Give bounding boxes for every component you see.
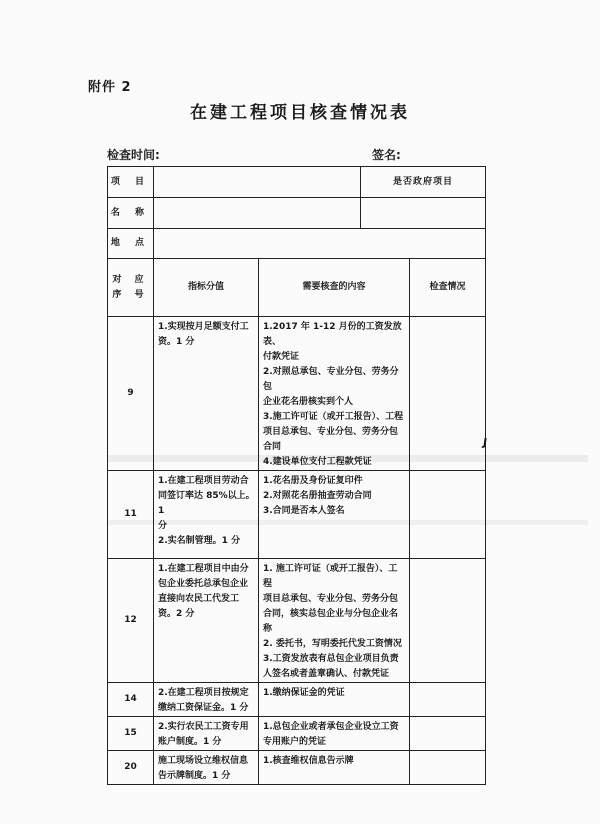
indicator-line: 同签订率达 85%以上。1 xyxy=(158,491,255,516)
attachment-label: 附件 2 xyxy=(88,80,132,95)
content-line: 2.对照花名册抽查劳动合同 xyxy=(263,491,372,501)
table-row xyxy=(108,683,486,717)
result-cell[interactable] xyxy=(410,683,486,717)
indicator-line: 告示牌制度。1 分 xyxy=(158,771,231,781)
indicator-line: 包企业委托总承包企业 xyxy=(158,579,249,589)
row-number: 12 xyxy=(108,559,154,683)
result-column-header: 检查情况 xyxy=(410,259,486,317)
content-line: 项目总承包、专业分包、劳务分包 xyxy=(263,594,399,604)
indicator-line: 2.实行农民工工资专用 xyxy=(158,722,249,732)
sequence-header-line2: 序 号 xyxy=(112,289,149,300)
location-field[interactable] xyxy=(154,229,486,259)
indicator-line: 直接向农民工代发工 xyxy=(158,594,240,604)
indicator-line: 施工现场设立维权信息 xyxy=(158,756,249,766)
row-number: 9 xyxy=(108,317,154,471)
table-row xyxy=(108,471,486,559)
indicator-line: 资。2 分 xyxy=(158,609,195,619)
handwritten-mark: J xyxy=(482,435,488,450)
indicator-cell xyxy=(154,471,259,559)
location-label: 地 点 xyxy=(108,229,154,259)
result-cell[interactable] xyxy=(410,471,486,559)
content-line: 3.合同是否本人签名 xyxy=(263,506,345,516)
row-number: 14 xyxy=(108,683,154,717)
project-name-value[interactable] xyxy=(154,167,361,198)
content-line: 合同，核实总包企业与分包企业名 xyxy=(263,609,399,619)
table-row xyxy=(108,751,486,785)
project-name-field[interactable] xyxy=(154,198,361,229)
content-cell xyxy=(259,317,410,471)
content-cell xyxy=(259,683,410,717)
content-line: 3.工资发放表有总包企业项目负责 xyxy=(263,654,399,664)
content-line: 4.建设单位支付工程款凭证 xyxy=(263,457,372,467)
document-title: 在建工程项目核查情况表 xyxy=(190,103,410,123)
content-line: 企业花名册核实到个人 xyxy=(263,397,354,407)
indicator-cell xyxy=(154,751,259,785)
result-cell[interactable] xyxy=(410,751,486,785)
government-project-value[interactable] xyxy=(361,198,486,229)
content-line: 称 xyxy=(263,624,273,634)
content-column-header: 需要核查的内容 xyxy=(259,259,410,317)
content-line: 1.花名册及身份证复印件 xyxy=(263,476,363,486)
content-line: 2.对照总承包、专业分包、劳务分包 xyxy=(263,367,399,392)
sequence-column-header xyxy=(108,259,154,317)
name-label: 名 称 xyxy=(108,198,154,229)
content-line: 人签名或者盖章确认、付款凭证 xyxy=(263,669,390,679)
indicator-line: 1.实现按月足额支付工 xyxy=(158,322,249,332)
content-line: 2. 委托书，写明委托代发工资情况 xyxy=(263,639,402,649)
content-line: 专用账户的凭证 xyxy=(263,737,327,747)
content-line: 1.总包企业或者承包企业设立工资 xyxy=(263,722,399,732)
result-cell[interactable] xyxy=(410,559,486,683)
indicator-line: 1.在建工程项目劳动合 xyxy=(158,476,249,486)
content-cell xyxy=(259,751,410,785)
indicator-line: 缴纳工资保证金。1 分 xyxy=(158,703,249,713)
content-cell xyxy=(259,717,410,751)
content-line: 1. 施工许可证（或开工报告）、工程 xyxy=(263,564,398,589)
row-number: 11 xyxy=(108,471,154,559)
content-line: 付款凭证 xyxy=(263,352,300,362)
inspection-table xyxy=(107,166,486,785)
result-cell[interactable] xyxy=(410,717,486,751)
indicator-line: 2.实名制管理。1 分 xyxy=(158,536,241,546)
content-line: 1.核查维权信息告示牌 xyxy=(263,756,354,766)
project-label: 项 目 xyxy=(108,167,154,198)
content-line: 项目总承包、专业分包、劳务分包 xyxy=(263,427,399,437)
indicator-cell xyxy=(154,683,259,717)
signature-label: 签名: xyxy=(372,148,401,162)
content-cell xyxy=(259,559,410,683)
row-number: 15 xyxy=(108,717,154,751)
indicator-line: 资。1 分 xyxy=(158,337,195,347)
sequence-header-line1: 对 应 xyxy=(112,274,149,285)
indicator-cell xyxy=(154,559,259,683)
content-line: 1.缴纳保证金的凭证 xyxy=(263,688,345,698)
row-number: 20 xyxy=(108,751,154,785)
result-cell[interactable] xyxy=(410,317,486,471)
indicator-line: 分 xyxy=(158,521,168,531)
table-row xyxy=(108,317,486,471)
indicator-line: 2.在建工程项目按规定 xyxy=(158,688,249,698)
government-project-label: 是否政府项目 xyxy=(361,167,486,198)
content-line: 合同 xyxy=(263,442,282,452)
content-line: 1.2017 年 1-12 月份的工资发放表、 xyxy=(263,322,402,347)
indicator-column-header: 指标分值 xyxy=(154,259,259,317)
inspection-time-label: 检查时间: xyxy=(107,148,160,162)
content-line: 3.施工许可证（或开工报告）、工程 xyxy=(263,412,404,422)
table-row xyxy=(108,559,486,683)
content-cell xyxy=(259,471,410,559)
indicator-cell xyxy=(154,317,259,471)
indicator-line: 1.在建工程项目中由分 xyxy=(158,564,249,574)
table-row xyxy=(108,717,486,751)
indicator-cell xyxy=(154,717,259,751)
indicator-line: 账户制度。1 分 xyxy=(158,737,222,747)
